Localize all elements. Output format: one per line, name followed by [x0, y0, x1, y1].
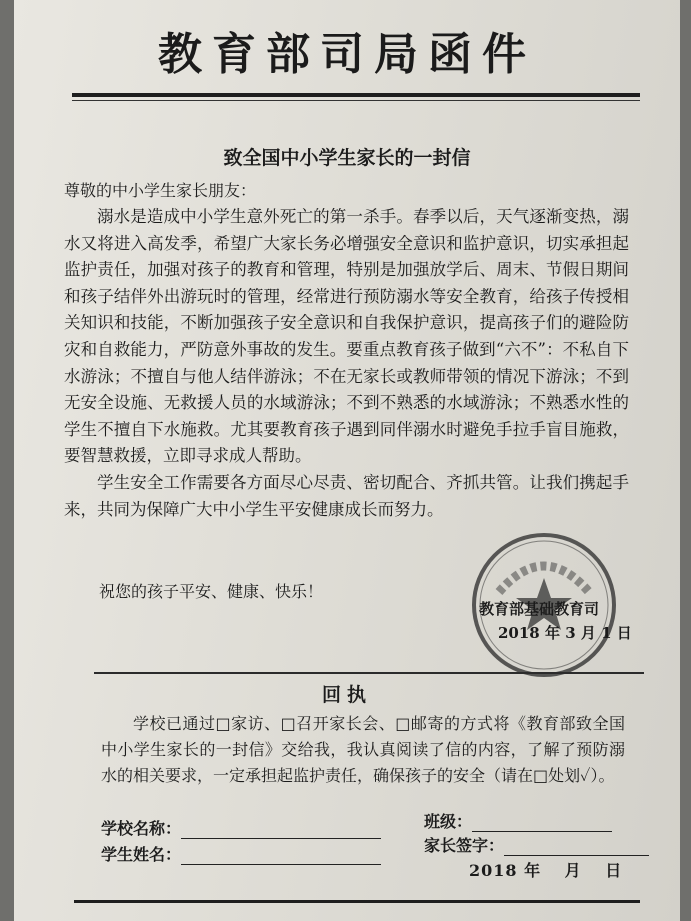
header-thick-rule [72, 93, 640, 97]
footer-thick-rule [74, 900, 640, 903]
letter-body [64, 204, 629, 523]
salutation: 尊敬的中小学生家长朋友： [64, 181, 257, 200]
school-name-field [101, 816, 381, 839]
letter-title: 致全国中小学生家长的一封信 [223, 147, 471, 169]
letter-paragraph-2: 学生安全工作需要各方面尽心尽责、密切配合、齐抓共管。让我们携起手来，共同为保障广大中小学生平安健康成长而努力。 [64, 472, 629, 519]
receipt-body [101, 711, 625, 789]
school-name-label: 学校名称： [101, 819, 182, 838]
parent-signature-blank [504, 839, 649, 856]
parent-signature-field [424, 833, 649, 856]
class-blank [472, 815, 612, 832]
school-name-blank [181, 822, 381, 839]
receipt-date: 2018 年 月 日 [469, 861, 623, 880]
class-field [424, 809, 612, 832]
class-label: 班级： [424, 812, 473, 831]
signature-organization: 教育部基础教育司 [479, 600, 600, 618]
letter-paragraph-1: 溺水是造成中小学生意外死亡的第一杀手。春季以后，天气逐渐变热，溺水又将进入高发季，希望广大家长务必增强安全意识和监护意识，切实承担起监护责任，加强对孩子的教育和管理，特别是加强放学后、周末、节假日期间和孩子结伴外出游玩时的管理，经常进行预防溺水等安全教育，给孩子传授相关知识和技能，不断加强孩子安全意识和自我保护意识，提高孩子们的避险防灾和自救能力，严防意外事故的发生。要重点教育孩子做到“六不”：不私自下水游泳；不擅自与他人结伴游泳；不在无家长或教师带领的情况下游泳；不到无安全设施、无救援人员的水域游泳；不到不熟悉的水域游泳；不熟悉水性的学生不擅自下水施救。尤其要教育孩子遇到同伴溺水时避免手拉手盲目施救，要智慧救援，立即寻求成人帮助。 [64, 207, 629, 466]
letterhead-title: 教育部司局函件 [158, 29, 536, 80]
receipt-paragraph: 学校已通过□家访、□召开家长会、□邮寄的方式将《教育部致全国中小学生家长的一封信》交给我，我认真阅读了信的内容，了解了预防溺水的相关要求，一定承担起监护责任，确保孩子的安全（请在□处划✓）。 [101, 714, 625, 785]
document-page [14, 0, 680, 921]
signature-date: 2018 年 3 月 1 日 [498, 624, 632, 642]
student-name-label: 学生姓名： [101, 845, 182, 864]
letter-closing: 祝您的孩子平安、健康、快乐！ [99, 582, 324, 601]
receipt-title: 回执 [321, 684, 372, 706]
student-name-blank [181, 848, 381, 865]
parent-signature-label: 家长签字： [424, 836, 505, 855]
header-thin-rule [72, 100, 640, 101]
student-name-field [101, 842, 381, 865]
receipt-separator-rule [94, 672, 644, 674]
